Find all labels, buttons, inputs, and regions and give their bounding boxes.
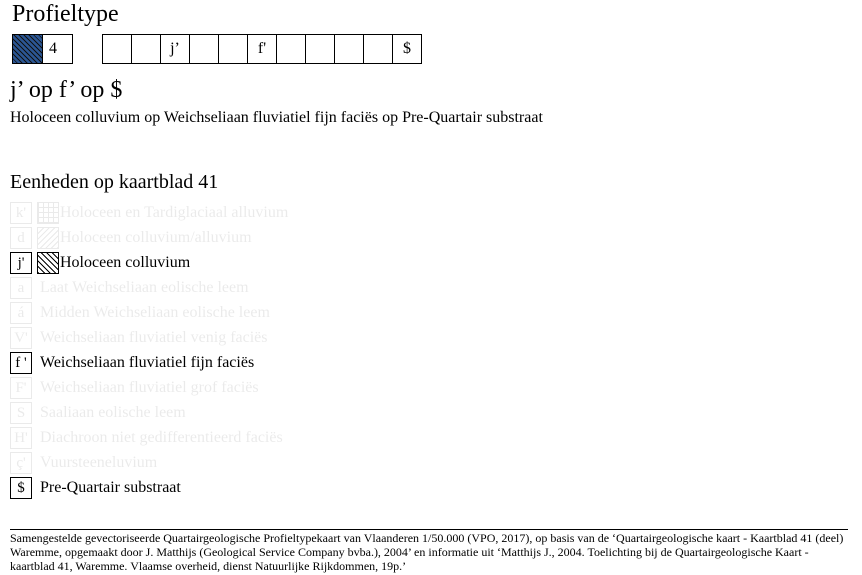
legend-label: Pre-Quartair substraat [40, 479, 181, 496]
legend-label: Weichseliaan fluviatiel venig faciës [40, 329, 268, 346]
legend-label: Laat Weichseliaan eolische leem [40, 279, 249, 296]
profile-number [42, 34, 73, 64]
legend-code: ç' [10, 452, 32, 474]
legend-code: H' [10, 427, 32, 449]
legend-code: a [10, 277, 32, 299]
sequence-cell [131, 34, 161, 64]
sequence-cell [218, 34, 248, 64]
legend-label: Midden Weichseliaan eolische leem [40, 304, 270, 321]
sequence-cell [189, 34, 219, 64]
legend-label: Weichseliaan fluviatiel fijn faciës [40, 354, 255, 371]
sequence-cell: $ [392, 34, 422, 64]
legend-label: Holoceen en Tardiglaciaal alluvium [60, 204, 289, 221]
profile-code: j’ op f’ op $ [10, 77, 123, 103]
legend-code: V' [10, 327, 32, 349]
legend-label: Saaliaan eolische leem [40, 404, 186, 421]
sequence-cell [276, 34, 306, 64]
legend-code: F' [10, 377, 32, 399]
sequence-cell [363, 34, 393, 64]
legend-code: f ' [10, 352, 32, 374]
legend-pattern-swatch [37, 252, 59, 274]
sequence-cell [334, 34, 364, 64]
sequence-cell: j’ [160, 34, 190, 64]
legend-code: S [10, 402, 32, 424]
legend-pattern-swatch [37, 227, 59, 249]
legend-label: Holoceen colluvium [60, 254, 191, 271]
legend-code: $ [10, 477, 32, 499]
sequence-cell [305, 34, 335, 64]
sequence-cell: f' [247, 34, 277, 64]
legend-code: k' [10, 202, 32, 224]
legend-code: d [10, 227, 32, 249]
legend-title: Eenheden op kaartblad 41 [10, 171, 219, 193]
footer-citation: Samengestelde gevectoriseerde Quartairgeologische Profieltypekaart van Vlaanderen 1/50.000 (VPO, 2017), op basis van de ‘Quartairgeologische kaart - Kaartblad 41 (deel) Waremme, opgemaakt door J. Matthijs (Geological Service Company bvba.), 2004’ en informatie uit ‘Matthijs J., 2004. Toelichting bij de Quartairgeologische Kaart - kaartblad 41, Waremme. Vlaamse overheid, dienst Natuurlijke Rijkdommen, 19p.’ [10, 531, 844, 573]
sequence-cell [102, 34, 132, 64]
legend-label: Vuursteeneluvium [40, 454, 158, 471]
footer-divider [10, 529, 848, 530]
legend-label: Holoceen colluvium/alluvium [60, 229, 252, 246]
profile-number-label: 4 [49, 40, 57, 57]
profile-description: Holoceen colluvium op Weichseliaan fluviatiel fijn faciës op Pre-Quartair substraat [10, 109, 543, 126]
legend-code: á [10, 302, 32, 324]
legend-label: Weichseliaan fluviatiel grof faciës [40, 379, 259, 396]
legend-label: Diachroon niet gedifferentieerd faciës [40, 429, 283, 446]
profile-color-swatch [12, 34, 43, 64]
legend-pattern-swatch [37, 202, 59, 224]
legend-code: j' [10, 252, 32, 274]
page-title: Profieltype [12, 1, 119, 27]
